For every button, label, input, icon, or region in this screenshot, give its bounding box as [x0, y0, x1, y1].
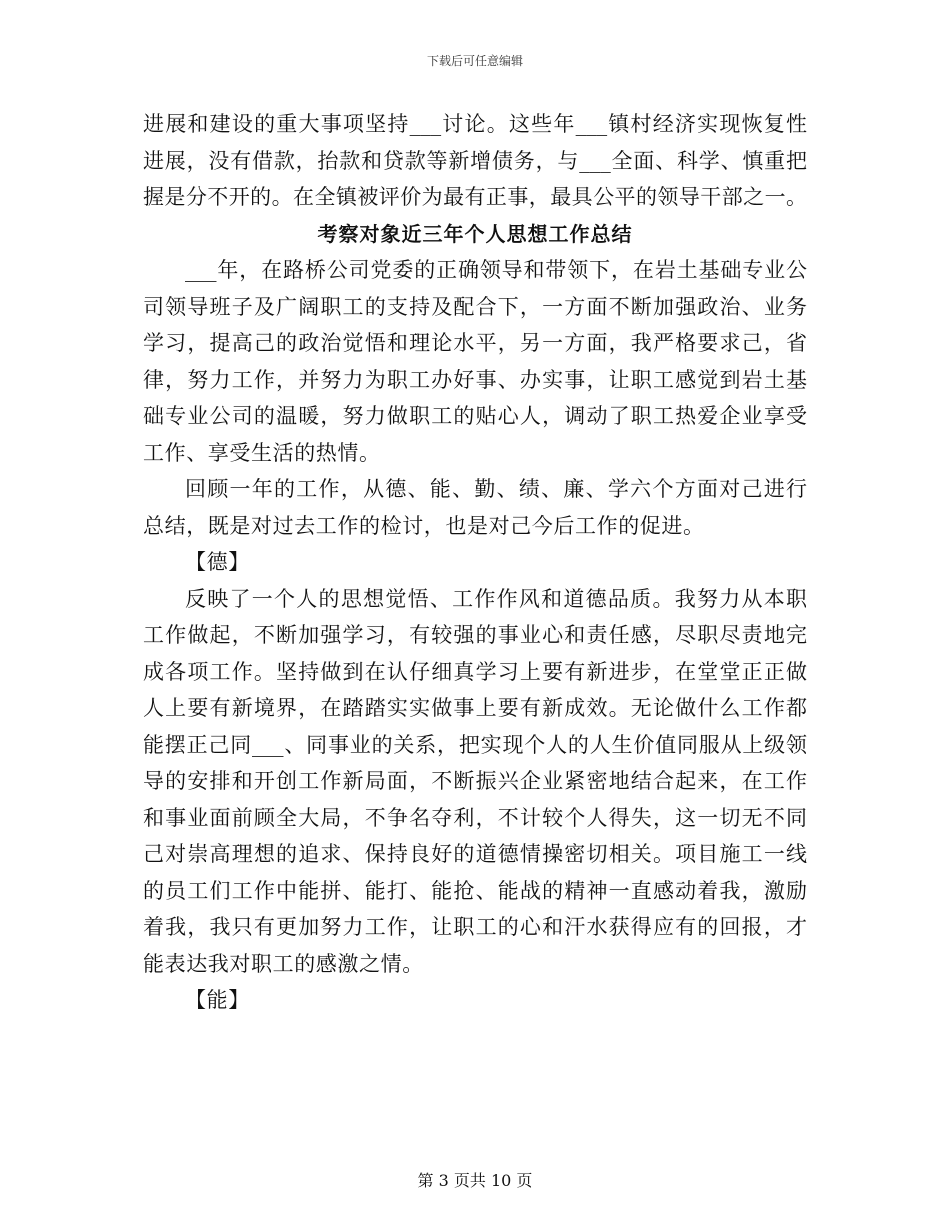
text-line: 回顾一年的工作，从德、能、勤、绩、廉、学六个方面对己进行 — [185, 477, 807, 501]
text-line: 司领导班子及广阔职工的支持及配合下，一方面不断加强政治、业务 — [143, 294, 807, 319]
text-line: 和事业面前顾全大局，不争名夺利，不计较个人得失，这一切无不同 — [143, 805, 807, 830]
text-line: 律，努力工作，并努力为职工办好事、办实事，让职工感觉到岩土基 — [143, 367, 807, 392]
section-heading-de: 【德】 — [185, 550, 250, 574]
section-heading-neng: 【能】 — [185, 988, 250, 1012]
text-line: 工作做起，不断加强学习，有较强的事业心和责任感，尽职尽责地完 — [143, 623, 807, 647]
text-line: 握是分不开的。在全镇被评价为最有正事，最具公平的领导干部之一。 — [143, 185, 807, 209]
page-header: 下载后可任意编辑 — [426, 54, 523, 68]
document-title: 考察对象近三年个人思想工作总结 — [317, 221, 633, 246]
text-line: 工作、享受生活的热情。 — [143, 440, 381, 465]
text-line: 导的安排和开创工作新局面，不断振兴企业紧密地结合起来，在工作 — [143, 769, 807, 793]
text-line: 反映了一个人的思想觉悟、工作作风和道德品质。我努力从本职 — [185, 586, 807, 611]
text-line: 进展，没有借款，抬款和贷款等新增债务，与___全面、科学、慎重把 — [143, 148, 807, 173]
text-line: 着我，我只有更加努力工作，让职工的心和汗水获得应有的回报，才 — [143, 915, 807, 939]
paragraph-1 — [143, 252, 807, 471]
text-line: 学习，提高己的政治觉悟和理论水平，另一方面，我严格要求己，省 — [143, 331, 807, 355]
text-line: 础专业公司的温暖，努力做职工的贴心人，调动了职工热爱企业享受 — [143, 404, 807, 428]
text-line: 人上要有新境界，在踏踏实实做事上要有新成效。无论做什么工作都 — [143, 696, 807, 720]
text-line: 总结，既是对过去工作的检讨，也是对己今后工作的促进。 — [143, 513, 705, 538]
text-line: 成各项工作。坚持做到在认仔细真学习上要有新进步，在堂堂正正做 — [143, 659, 807, 684]
paragraph-intro — [143, 106, 807, 216]
text-line: 能表达我对职工的感激之情。 — [143, 951, 424, 976]
document-body — [143, 106, 807, 1019]
text-line: 的员工们工作中能拼、能打、能抢、能战的精神一直感动着我，激励 — [143, 878, 807, 903]
text-line: ___年，在路桥公司党委的正确领导和带领下，在岩土基础专业公 — [185, 258, 807, 282]
paragraph-2 — [143, 471, 807, 544]
text-line: 己对崇高理想的追求、保持良好的道德情操密切相关。项目施工一线 — [143, 842, 807, 866]
paragraph-3 — [143, 581, 807, 983]
text-line: 进展和建设的重大事项坚持___讨论。这些年___镇村经济实现恢复性 — [143, 112, 807, 136]
text-line: 能摆正己同___、同事业的关系，把实现个人的人生价值同服从上级领 — [143, 732, 807, 757]
page-footer: 第 3 页共 10 页 — [417, 1171, 533, 1190]
